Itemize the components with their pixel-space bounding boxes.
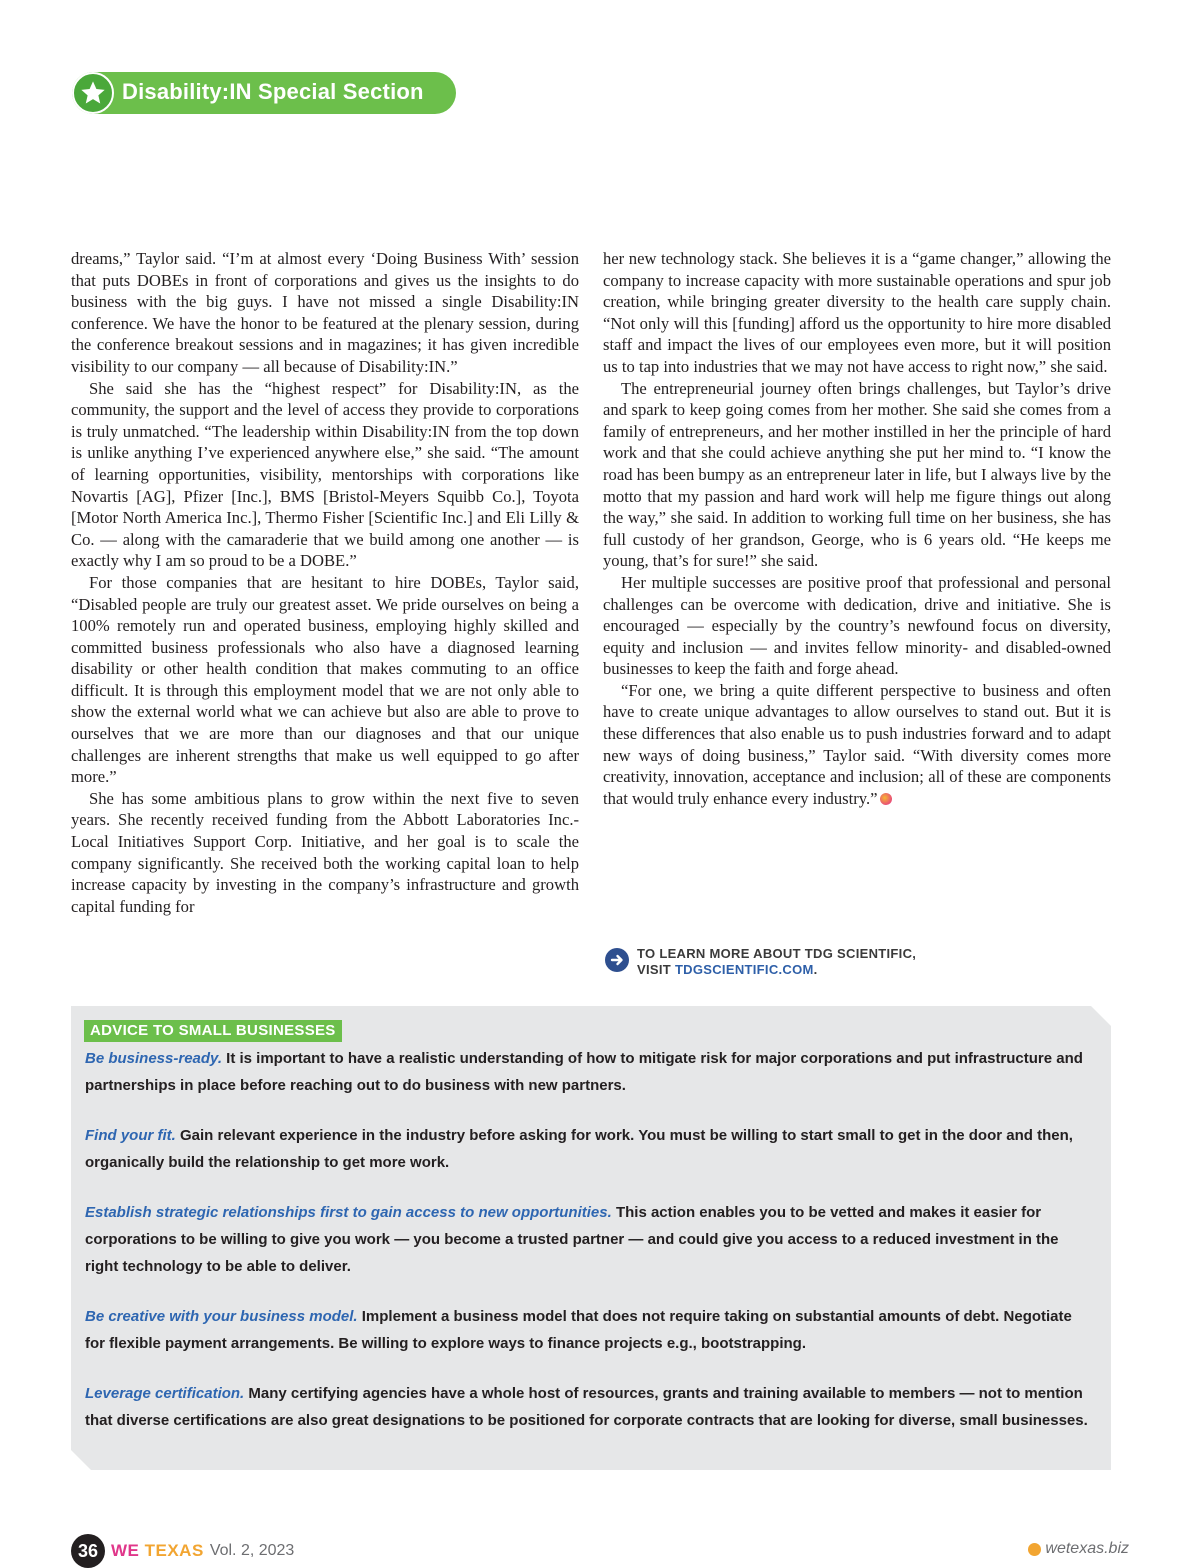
- advice-text: Many certifying agencies have a whole host of resources, grants and training available to members — not to mention that diverse certifications are also great designations to be positioned for corporate contracts that are looking for diverse, small businesses.: [85, 1385, 1088, 1429]
- brand-texas: TEXAS: [144, 1541, 204, 1560]
- volume-label: Vol. 2, 2023: [209, 1542, 295, 1559]
- advice-item: [85, 1199, 1090, 1280]
- star-icon: [72, 72, 114, 114]
- brand-logo: [111, 1541, 204, 1561]
- section-header: [72, 72, 456, 114]
- article-paragraph: Her multiple successes are positive proof that professional and personal challenges can be overcome with dedication, drive and initiative. She is encouraged — especially by the country’s newfound focus on diversity, equity and inclusion — and invites fellow minority- and disabled-owned businesses to keep the faith and forge ahead.: [603, 572, 1111, 679]
- advice-lead: Find your fit.: [85, 1127, 176, 1144]
- footer-right: [1028, 1540, 1129, 1558]
- advice-item: [85, 1045, 1090, 1099]
- arrow-right-icon: [605, 948, 629, 972]
- learn-more-visit: VISIT: [637, 962, 672, 977]
- article-paragraph: The entrepreneurial journey often brings challenges, but Taylor’s drive and spark to keep going comes from her mother. She said she comes from a family of entrepreneurs, and her mother instilled in her the principle of hard work and that she could achieve anything she put her mind to. “I know the road has been bumpy as an entrepreneur later in life, but I always live by the motto that my passion and hard work will help me figure things out along the way,” she said. In addition to working full time on her business, she has full custody of her grandson, George, who is 6 years old. “He keeps me young, that’s for sure!” she said.: [603, 378, 1111, 571]
- advice-lead: Establish strategic relationships first to gain access to new opportunities.: [85, 1204, 612, 1221]
- tdg-scientific-link[interactable]: TDGSCIENTIFIC.COM: [674, 962, 814, 977]
- end-mark-icon: [880, 793, 892, 805]
- article-left-column: [71, 248, 579, 917]
- advice-text: Implement a business model that does not require taking on substantial amounts of debt. Negotiate for flexible payment arrangements. Be willing to explore ways to finance projects e.g., bootstrapping.: [85, 1308, 1072, 1352]
- brand-we: WE: [111, 1541, 140, 1560]
- final-paragraph-text: “For one, we bring a quite different perspective to business and often have to create unique advantages to allow ourselves to stand out. But it is these differences that also enable us to push industries forward and to adapt new ways of doing business,” Taylor said. “With diversity comes more creativity, innovation, acceptance and inclusion; all of these are components that would truly enhance every industry.”: [603, 680, 1111, 808]
- article-paragraph-final: [603, 680, 1111, 810]
- article-paragraph: She said she has the “highest respect” for Disability:IN, as the community, the support and the level of access they provide to corporations is truly unmatched. “The leadership within Disability:IN from the top down is unlike anything I’ve experienced anywhere else,” she said. “The amount of learning opportunities, visibility, mentorships with corporations like Novartis [AG], Pfizer [Inc.], BMS [Bristol-Meyers Squibb Co.], Toyota [Motor North America Inc.], Thermo Fisher [Scientific Inc.] and Eli Lilly & Co. — along with the camaraderie that we build among one another — is exactly why I am so proud to be a DOBE.”: [71, 378, 579, 571]
- article-right-column: [603, 248, 1111, 809]
- advice-text: This action enables you to be vetted and makes it easier for corporations to be willing to give you work — you become a trusted partner — and could give you access to a reduced investment in the right technology to be able to deliver.: [85, 1204, 1059, 1275]
- advice-text: Gain relevant experience in the industry before asking for work. You must be willing to start small to get in the door and then, organically build the relationship to get more work.: [85, 1127, 1073, 1171]
- advice-item: [85, 1303, 1090, 1357]
- article-paragraph: her new technology stack. She believes it is a “game changer,” allowing the company to increase capacity with more sustainable operations and spur job creation, while bringing greater diversity to the health care supply chain. “Not only will this [funding] afford us the opportunity to hire more disabled staff and impact the lives of our employees even more, but it will position us to tap into industries that we may not have access to right now,” she said.: [603, 249, 1111, 376]
- article-paragraph: She has some ambitious plans to grow within the next five to seven years. She recently received funding from the Abbott Laboratories Inc.-Local Initiatives Support Corp. Initiative, and her goal is to scale the company significantly. She received both the working capital loan to help increase capacity by investing in the company’s infrastructure and growth capital funding for: [71, 788, 579, 916]
- advice-lead: Be creative with your business model.: [85, 1308, 358, 1325]
- learn-more-text: [637, 946, 916, 978]
- article-paragraph: dreams,” Taylor said. “I’m at almost every ‘Doing Business With’ session that puts DOBEs in front of corporations and gives us the insights to do business with the big guys. I have not missed a single Disability:IN conference. We have the honor to be featured at the plenary session, during the conference breakout sessions and in magazines; it has given incredible visibility to our company — all because of Disability:IN.”: [71, 249, 579, 376]
- advice-heading: ADVICE TO SMALL BUSINESSES: [84, 1020, 342, 1042]
- footer-left: [71, 1534, 294, 1568]
- website-link[interactable]: wetexas.biz: [1045, 1540, 1129, 1557]
- advice-item: [85, 1122, 1090, 1176]
- learn-more-line1: TO LEARN MORE ABOUT TDG SCIENTIFIC,: [637, 946, 917, 961]
- learn-more-line2: [637, 962, 916, 978]
- page-number: 36: [71, 1534, 105, 1568]
- advice-lead: Be business-ready.: [85, 1050, 222, 1067]
- learn-more-period: .: [813, 962, 818, 977]
- learn-more-callout: [605, 946, 1025, 978]
- section-title: Disability:IN Special Section: [122, 79, 424, 104]
- advice-list: [85, 1045, 1090, 1457]
- globe-icon: [1028, 1543, 1041, 1556]
- advice-lead: Leverage certification.: [85, 1385, 245, 1402]
- advice-text: It is important to have a realistic understanding of how to mitigate risk for major corporations and put infrastructure and partnerships in place before reaching out to do business with new partners.: [85, 1050, 1083, 1094]
- article-paragraph: For those companies that are hesitant to hire DOBEs, Taylor said, “Disabled people are truly our greatest asset. We pride ourselves on being a 100% remotely run and operated business, employing highly skilled and committed business professionals who also have a diagnosed learning disability or other health condition that makes commuting to an office difficult. It is through this employment model that we are not only able to show the external world what we can achieve but also are able to prove to ourselves that we are more than our diagnoses and that our unique challenges are inherent strengths that make us well equipped to go after more.”: [71, 572, 579, 787]
- advice-item: [85, 1380, 1090, 1434]
